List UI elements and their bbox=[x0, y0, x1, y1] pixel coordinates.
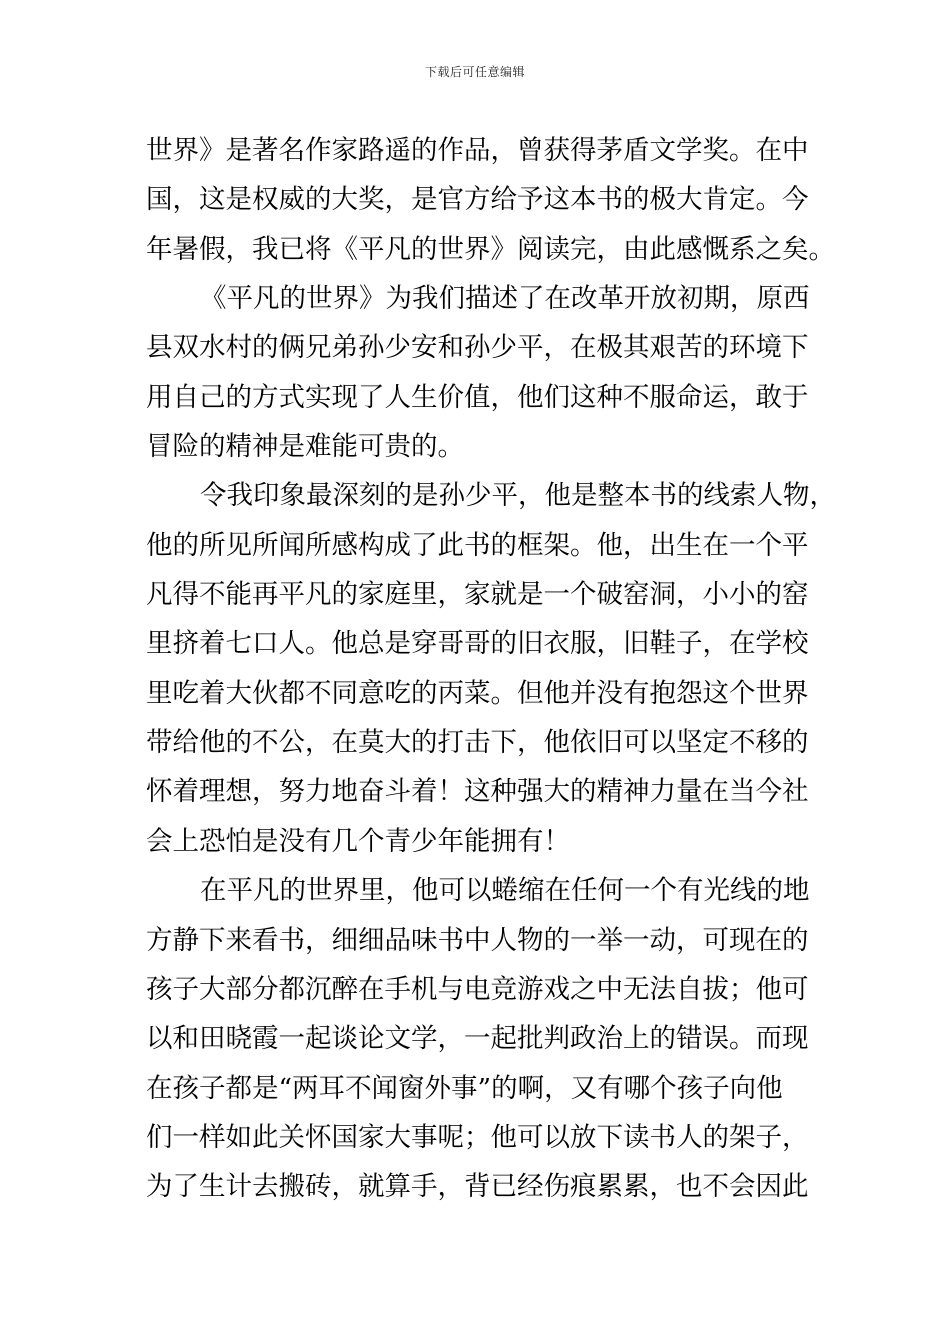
text-line: 怀着理想，努力地奋斗着！这种强大的精神力量在当今社 bbox=[146, 776, 809, 808]
text-line: 县双水村的俩兄弟孙少安和孙少平，在极其艰苦的环境下 bbox=[146, 332, 809, 364]
text-line: 里挤着七口人。他总是穿哥哥的旧衣服，旧鞋子，在学校 bbox=[146, 628, 809, 660]
text-line: 用自己的方式实现了人生价值，他们这种不服命运，敢于 bbox=[146, 381, 809, 413]
page-header: 下载后可任意编辑 bbox=[424, 65, 525, 79]
text-line: 年暑假，我已将《平凡的世界》阅读完，由此感慨系之矣。 bbox=[146, 233, 835, 265]
body-text bbox=[146, 126, 836, 1212]
text-line: 他的所见所闻所感构成了此书的框架。他，出生在一个平 bbox=[146, 529, 809, 561]
text-line: 在孩子都是“两耳不闻窗外事”的啊，又有哪个孩子向他 bbox=[146, 1072, 783, 1104]
text-line: 令我印象最深刻的是孙少平，他是整本书的线索人物， bbox=[200, 480, 836, 512]
text-line: 方静下来看书，细细品味书中人物的一举一动，可现在的 bbox=[146, 924, 809, 956]
text-line: 在平凡的世界里，他可以蜷缩在任何一个有光线的地 bbox=[200, 875, 810, 907]
text-line: 《平凡的世界》为我们描述了在改革开放初期，原西 bbox=[200, 283, 810, 315]
text-line: 带给他的不公，在莫大的打击下，他依旧可以坚定不移的 bbox=[146, 727, 809, 759]
text-line: 世界》是著名作家路遥的作品，曾获得茅盾文学奖。在中 bbox=[146, 135, 809, 166]
text-line: 会上恐怕是没有几个青少年能拥有！ bbox=[146, 825, 570, 857]
text-line: 为了生计去搬砖，就算手，背已经伤痕累累，也不会因此 bbox=[146, 1171, 809, 1203]
text-line: 以和田晓霞一起谈论文学，一起批判政治上的错误。而现 bbox=[146, 1023, 809, 1055]
text-line: 凡得不能再平凡的家庭里，家就是一个破窑洞，小小的窑 bbox=[146, 579, 809, 611]
text-line: 冒险的精神是难能可贵的。 bbox=[146, 431, 464, 463]
text-line: 国，这是权威的大奖，是官方给予这本书的极大肯定。今 bbox=[146, 184, 809, 216]
text-line: 们一样如此关怀国家大事呢；他可以放下读书人的架子， bbox=[146, 1121, 809, 1153]
text-line: 里吃着大伙都不同意吃的丙菜。但他并没有抱怨这个世界 bbox=[146, 677, 809, 709]
text-line: 孩子大部分都沉醉在手机与电竞游戏之中无法自拔；他可 bbox=[146, 973, 809, 1005]
